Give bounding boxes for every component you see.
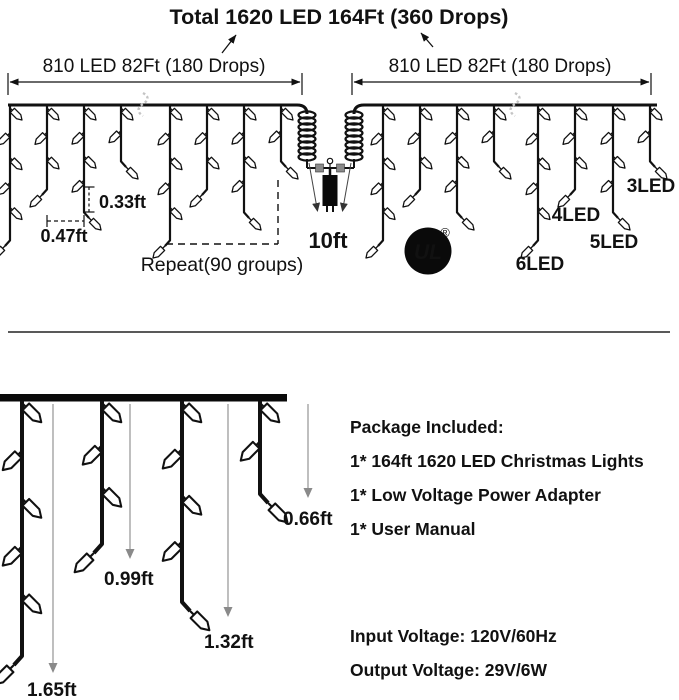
drop-label-4led: 4LED [551, 205, 601, 226]
icicle-drop [482, 106, 511, 179]
led-bulb [190, 611, 209, 630]
icicle-drop [75, 401, 122, 572]
led-bulb [207, 108, 219, 120]
led-bulb [269, 131, 281, 143]
led-bulb [482, 131, 494, 143]
led-bulb [182, 403, 201, 422]
package-heading: Package Included: [350, 417, 504, 437]
led-bulb [170, 208, 182, 220]
led-bulb [445, 180, 457, 192]
closeup-support-bar [0, 394, 287, 402]
led-bulb [420, 157, 432, 169]
led-bulb [3, 451, 22, 470]
title-arrow-right [421, 33, 433, 47]
led-bulb [109, 131, 121, 143]
registered-symbol: ® [440, 225, 450, 240]
icicle-drop [163, 401, 210, 630]
right-string-wire [354, 105, 657, 114]
drop-length-label-3: 1.32ft [204, 632, 254, 653]
led-bulb [575, 108, 587, 120]
led-bulb [366, 246, 378, 258]
led-bulb [526, 133, 538, 145]
icicle-drop [366, 106, 395, 258]
led-bulb [170, 158, 182, 170]
led-bulb [494, 108, 506, 120]
icicle-drop [601, 106, 630, 230]
icicle-drop [241, 401, 288, 522]
led-bulb [232, 180, 244, 192]
power-adapter-plug [323, 175, 338, 206]
led-bulb [182, 495, 201, 514]
led-bulb [158, 133, 170, 145]
led-spacing-dimension [84, 187, 95, 212]
led-bulb [244, 108, 256, 120]
icicle-drop [109, 106, 138, 179]
led-bulb [22, 499, 41, 518]
led-bulb [190, 195, 202, 207]
icicle-drop [638, 106, 667, 179]
led-bulb [10, 208, 22, 220]
led-bulb [72, 180, 84, 192]
diagram-title: Total 1620 LED 164Ft (360 Drops) [169, 5, 509, 29]
led-bulb [249, 218, 261, 230]
led-bulb [371, 133, 383, 145]
hanging-ring-icon [327, 158, 332, 163]
led-bulb [499, 167, 511, 179]
led-bulb [89, 218, 101, 230]
drop-label-3led: 3LED [626, 176, 676, 197]
led-bulb [601, 132, 613, 144]
led-bulb [83, 445, 102, 464]
icicle-drop [445, 106, 474, 230]
led-bulb [538, 158, 550, 170]
package-item-3: 1* User Manual [350, 519, 476, 539]
led-bulb [286, 167, 298, 179]
drop-length-label-4: 0.66ft [283, 509, 333, 530]
led-bulb [10, 108, 22, 120]
ul-letters: UL [414, 241, 442, 264]
led-bulb [47, 108, 59, 120]
led-bulb [538, 208, 550, 220]
right-span-label: 810 LED 82Ft (180 Drops) [388, 56, 612, 77]
power-coil-left [299, 111, 316, 160]
led-bulb [244, 156, 256, 168]
icicle-drop [0, 401, 41, 684]
icicle-drop [0, 106, 22, 258]
led-bulb [371, 183, 383, 195]
led-bulb [84, 156, 96, 168]
drop-spacing-label: 0.47ft [40, 226, 88, 246]
led-bulb [170, 108, 182, 120]
led-bulb [613, 108, 625, 120]
ul-certification-mark [405, 225, 452, 275]
left-span-label: 810 LED 82Ft (180 Drops) [42, 56, 266, 77]
led-bulb [232, 132, 244, 144]
led-bulb [638, 131, 650, 143]
led-bulb [241, 441, 260, 460]
package-item-2: 1* Low Voltage Power Adapter [350, 485, 601, 505]
output-voltage: Output Voltage: 29V/6W [350, 660, 548, 680]
led-bulb [575, 157, 587, 169]
led-bulb [0, 246, 5, 258]
icicle-drop [190, 106, 219, 207]
led-bulb [3, 546, 22, 565]
led-bulb [613, 156, 625, 168]
led-bulb [420, 108, 432, 120]
led-bulb [281, 108, 293, 120]
led-bulb [22, 403, 41, 422]
led-bulb [195, 132, 207, 144]
led-bulb [35, 132, 47, 144]
led-bulb [0, 183, 10, 195]
repeat-group-outline [166, 180, 278, 244]
led-bulb [126, 167, 138, 179]
led-bulb [383, 108, 395, 120]
led-bulb [102, 403, 121, 422]
icicle-drop [232, 106, 261, 230]
icicle-drop [403, 106, 432, 207]
led-bulb [84, 108, 96, 120]
led-bulb [445, 132, 457, 144]
cord-connector-left [316, 164, 324, 172]
led-bulb [457, 108, 469, 120]
led-bulb [260, 403, 279, 422]
led-bulb [0, 665, 14, 684]
drop-length-label-2: 0.99ft [104, 569, 154, 590]
lead-length-label: 10ft [308, 228, 348, 253]
icicle-drop [30, 106, 59, 207]
led-bulb [158, 183, 170, 195]
led-bulb [563, 132, 575, 144]
led-bulb [538, 108, 550, 120]
led-bulb [47, 157, 59, 169]
led-bulb [207, 157, 219, 169]
title-arrow-left [222, 35, 236, 53]
led-bulb [22, 594, 41, 613]
led-bulb [383, 158, 395, 170]
led-spacing-label: 0.33ft [99, 192, 147, 212]
led-bulb [163, 449, 182, 468]
led-bulb [601, 180, 613, 192]
drop-label-6led: 6LED [515, 254, 565, 275]
led-bulb [462, 218, 474, 230]
led-bulb [121, 108, 133, 120]
icicle-drop [153, 106, 182, 258]
led-bulb [457, 156, 469, 168]
drop-length-label-1: 1.65ft [27, 680, 77, 700]
package-item-1: 1* 164ft 1620 LED Christmas Lights [350, 451, 644, 471]
led-bulb [75, 553, 94, 572]
led-bulb [72, 132, 84, 144]
led-bulb [526, 183, 538, 195]
led-bulb [0, 133, 10, 145]
repeat-group-label: Repeat(90 groups) [140, 254, 304, 276]
icicle-drop [558, 106, 587, 207]
led-bulb [408, 132, 420, 144]
led-bulb [618, 218, 630, 230]
led-bulb [650, 108, 662, 120]
icicle-drop [72, 106, 101, 230]
cord-connector-right [337, 164, 345, 172]
led-bulb [403, 195, 415, 207]
led-bulb [163, 542, 182, 561]
icicle-drop [521, 106, 550, 258]
led-bulb [102, 488, 121, 507]
led-bulb [383, 208, 395, 220]
input-voltage: Input Voltage: 120V/60Hz [350, 626, 557, 646]
led-bulb [30, 195, 42, 207]
package-info-block [350, 417, 644, 680]
power-coil-right [346, 111, 363, 160]
led-bulb [10, 158, 22, 170]
drop-label-5led: 5LED [589, 232, 639, 253]
icicle-drop [269, 106, 298, 179]
